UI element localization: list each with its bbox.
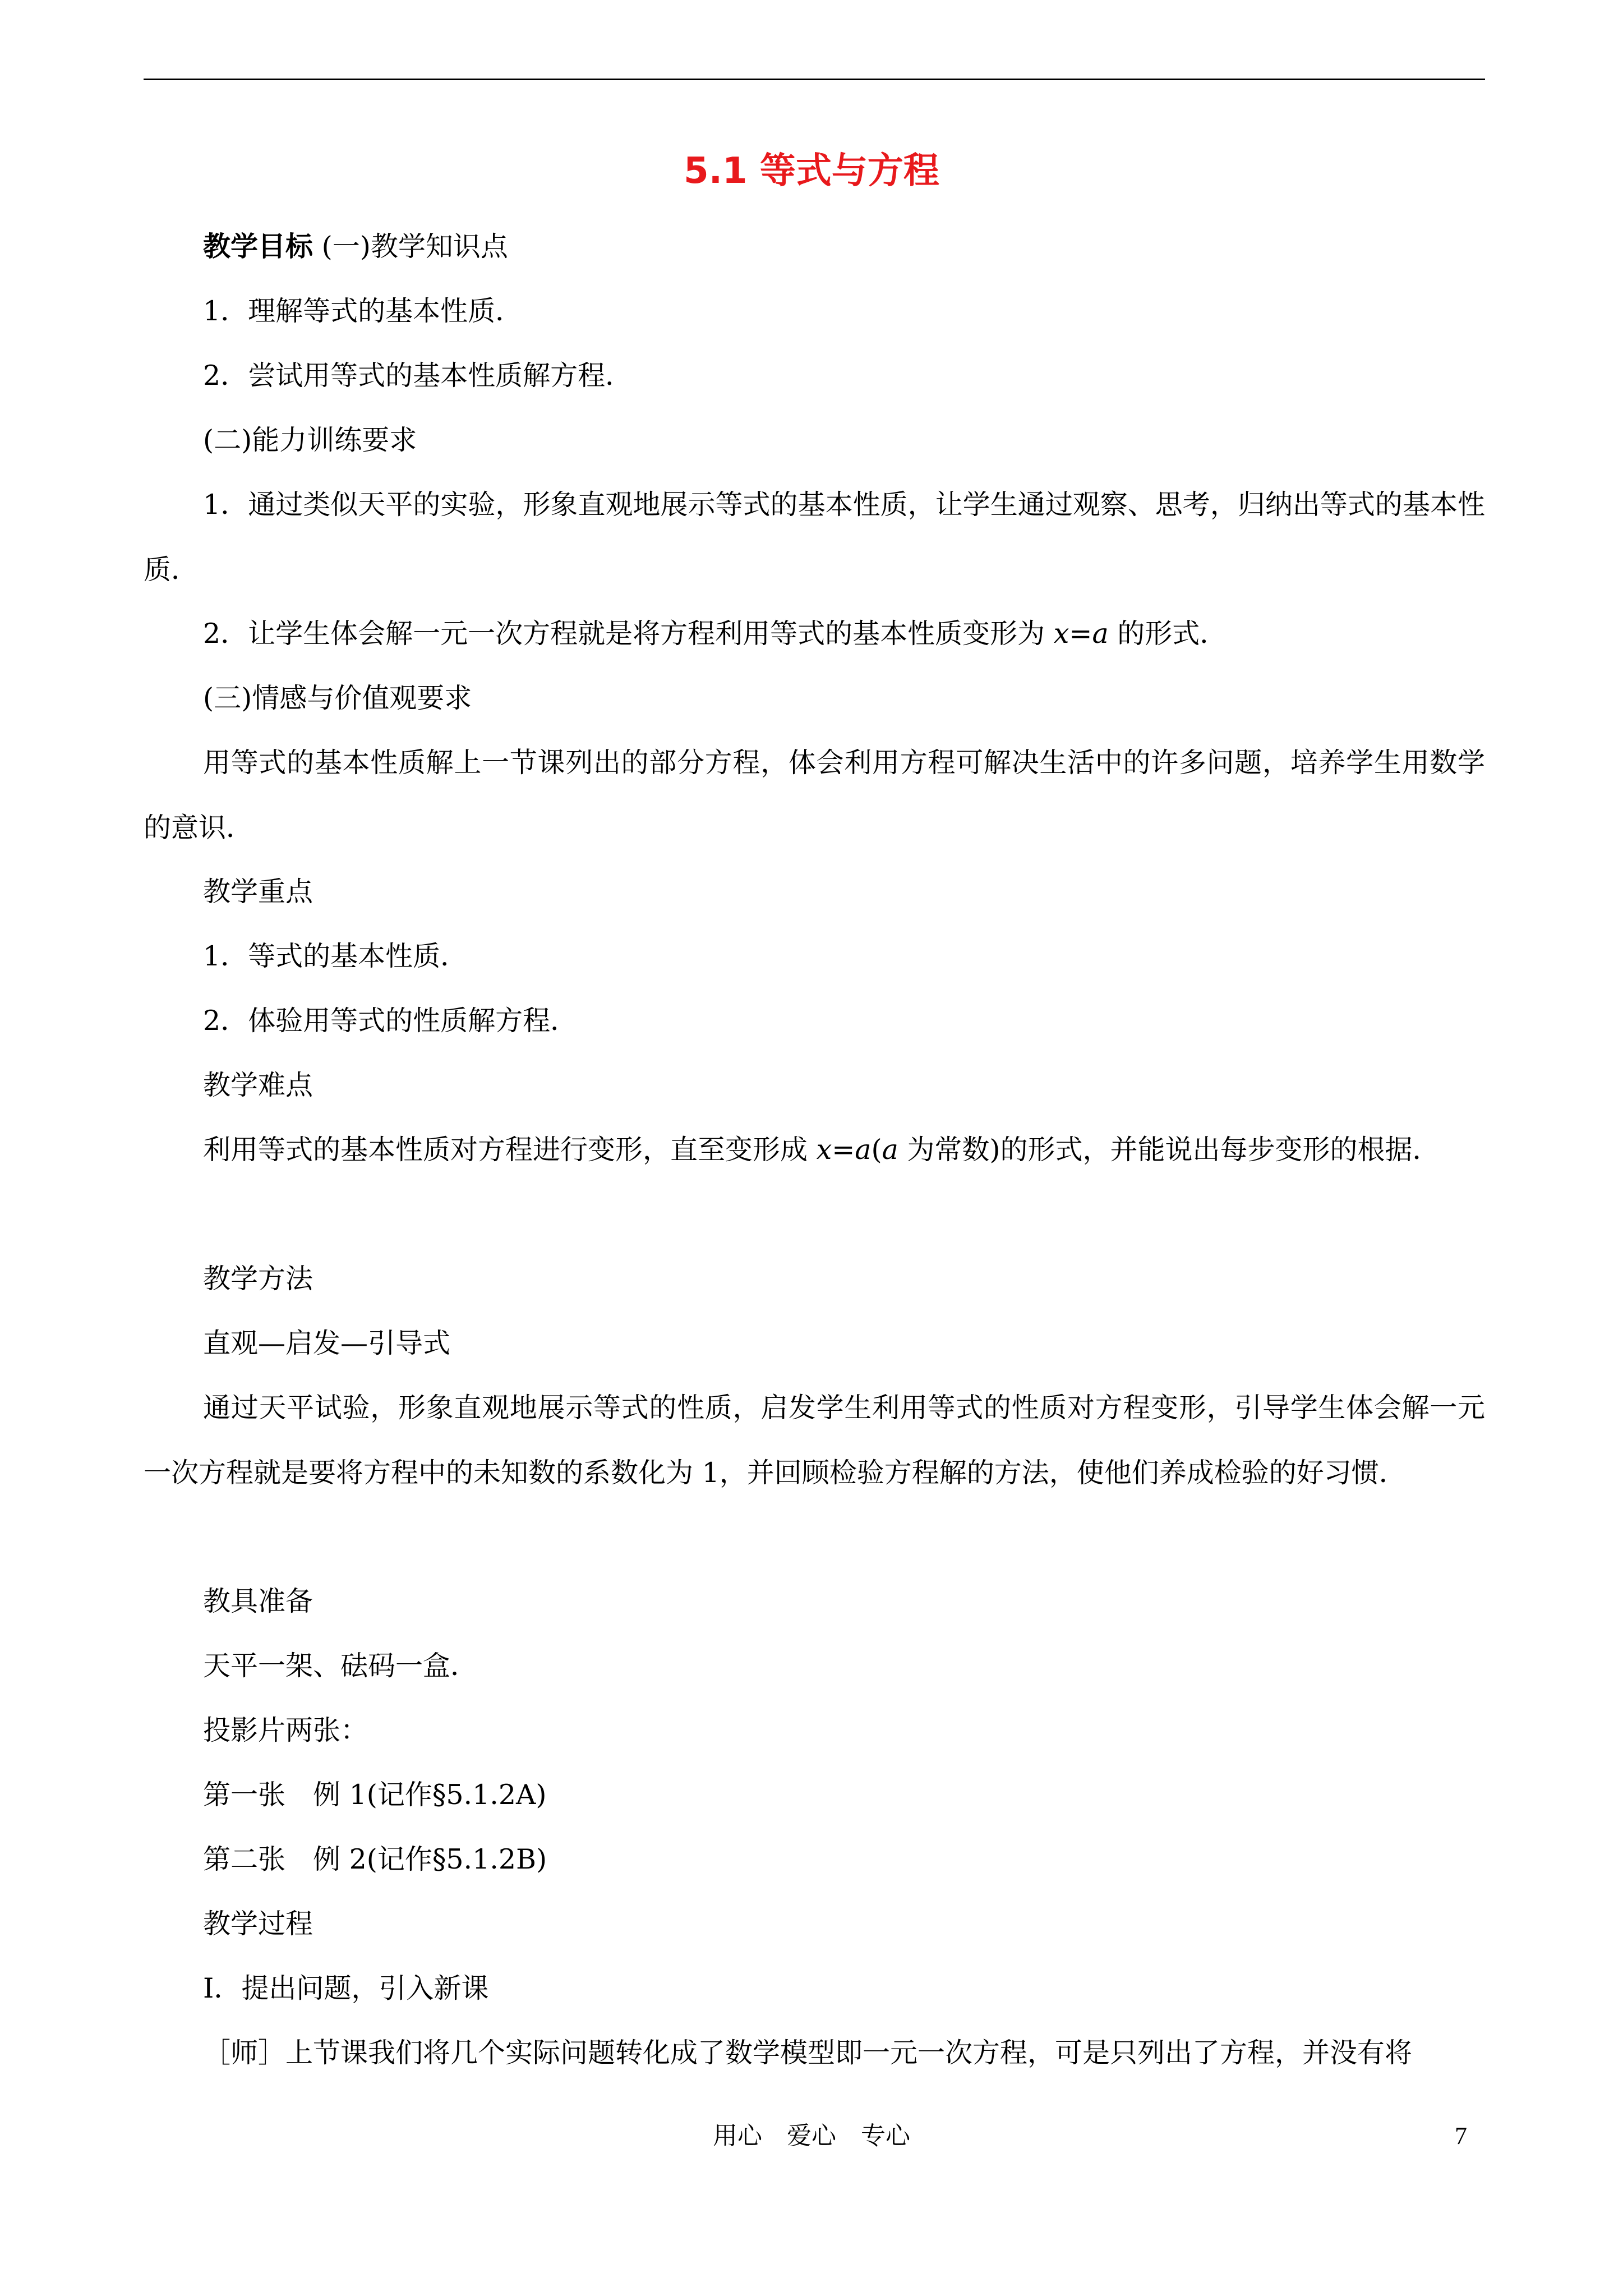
ability-item-2-tail: 的形式． <box>1108 618 1228 650</box>
method-paragraph: 通过天平试验，形象直观地展示等式的性质，启发学生利用等式的性质对方程变形，引导学生体会解一元一次方程就是要将方程中的未知数的系数化为 1，并回顾检验方程解的方法，使他们养成检验的好习惯． <box>144 1392 1485 1489</box>
tools-heading: 教具准备 <box>203 1585 313 1617</box>
key-point-1: 1．等式的基本性质． <box>203 940 468 972</box>
ability-item-1: 1．通过类似天平的实验，形象直观地展示等式的基本性质，让学生通过观察、思考，归纳出等式的基本性质． <box>144 489 1485 586</box>
page-title: 5.1 等式与方程 <box>684 150 939 192</box>
objectives-sub1: (一)教学知识点 <box>321 231 508 263</box>
footer-motto: 用心 爱心 专心 <box>713 2122 910 2150</box>
objectives-heading: 教学目标 <box>203 231 313 263</box>
difficulty-paren: ( <box>871 1134 882 1166</box>
tools-item-4: 第二张 例 2(记作§5.1.2B) <box>203 1843 547 1875</box>
knowledge-item-1: 1．理解等式的基本性质． <box>203 295 523 327</box>
difficulty-text: 利用等式的基本性质对方程进行变形，直至变形成 <box>203 1134 817 1166</box>
difficulty-heading: 教学难点 <box>203 1069 313 1101</box>
ability-item-2 <box>203 617 1227 651</box>
emotion-paragraph: 用等式的基本性质解上一节课列出的部分方程，体会利用方程可解决生活中的许多问题，培养学生用数学的意识． <box>144 747 1485 844</box>
tools-item-3: 第一张 例 1(记作§5.1.2A) <box>203 1779 547 1811</box>
method-heading: 教学方法 <box>203 1263 313 1295</box>
page-number: 7 <box>1455 2122 1467 2150</box>
difficulty-variable: a <box>882 1134 898 1166</box>
process-heading: 教学过程 <box>203 1908 313 1940</box>
tools-item-1: 天平一架、砝码一盒． <box>203 1650 478 1682</box>
ability-item-2-equation: x=a <box>1053 618 1109 650</box>
key-point-2: 2．体验用等式的性质解方程． <box>203 1005 578 1037</box>
objectives-sub2: (二)能力训练要求 <box>203 424 417 456</box>
key-points-heading: 教学重点 <box>203 876 313 908</box>
ability-item-2-text: 2．让学生体会解一元一次方程就是将方程利用等式的基本性质变形为 <box>203 618 1054 650</box>
process-step-1: Ⅰ．提出问题，引入新课 <box>203 1972 489 2004</box>
difficulty-equation: x=a <box>816 1134 872 1166</box>
tools-item-2: 投影片两张： <box>203 1714 368 1746</box>
process-paragraph: ［师］上节课我们将几个实际问题转化成了数学模型即一元一次方程，可是只列出了方程，并没有将 <box>203 2037 1413 2069</box>
objectives-line <box>203 230 508 264</box>
header-rule <box>144 79 1485 80</box>
objectives-sub3: (三)情感与价值观要求 <box>203 682 472 714</box>
difficulty-paragraph <box>144 1117 1485 1182</box>
difficulty-tail: 为常数)的形式，并能说出每步变形的根据． <box>898 1134 1440 1166</box>
knowledge-item-2: 2．尝试用等式的基本性质解方程． <box>203 360 633 392</box>
method-line: 直观—启发—引导式 <box>203 1327 451 1359</box>
